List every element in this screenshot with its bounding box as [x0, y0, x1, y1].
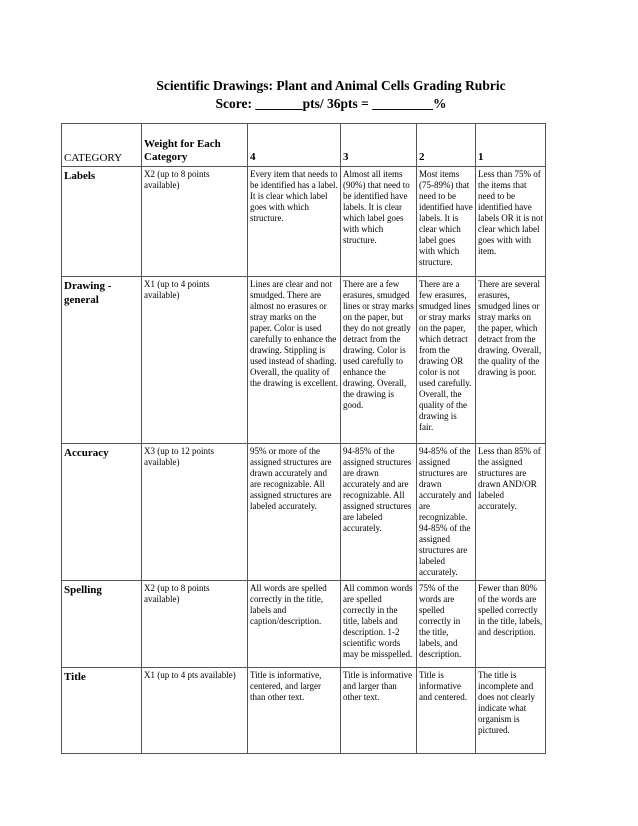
row-category: Title: [62, 668, 142, 754]
row-weight: X3 (up to 12 points available): [142, 444, 248, 581]
row-score-1: Less than 85% of the assigned structures are drawn AND/OR labeled accurately.: [476, 444, 546, 581]
header-score-2: 2: [417, 124, 476, 167]
row-score-4: Lines are clear and not smudged. There are almost no erasures or stray marks on the paper. Color is used carefully to enhance the drawing. Stippling is used instead of shading. Overall, the quality of the drawing is excellent.: [248, 277, 341, 444]
row-score-1: Fewer than 80% of the words are spelled correctly in the title, labels, and description.: [476, 581, 546, 668]
header-weight: Weight for Each Category: [142, 124, 248, 167]
row-score-1: Less than 75% of the items that need to be identified have labels OR it is not clear which label goes with with item.: [476, 167, 546, 277]
row-score-3: There are a few erasures, smudged lines or stray marks on the paper, but they do not greatly detract from the drawing. Color is used carefully to enhance the drawing. Overall, the drawing is good.: [341, 277, 417, 444]
header-category: CATEGORY: [62, 124, 142, 167]
row-score-3: Title is informative and larger than other text.: [341, 668, 417, 754]
row-score-4: 95% or more of the assigned structures are drawn accurately and are recognizable. All assigned structures are labeled accurately.: [248, 444, 341, 581]
row-category: Accuracy: [62, 444, 142, 581]
row-category: Labels: [62, 167, 142, 277]
table-row: [62, 167, 546, 277]
row-score-2: There are a few erasures, smudged lines or stray marks on the paper, which detract from the drawing OR color is not used carefully. Overall, the quality of the drawing is fair.: [417, 277, 476, 444]
table-row: [62, 444, 546, 581]
document-title: Scientific Drawings: Plant and Animal Cells Grading Rubric: [156, 78, 506, 93]
table-row: [62, 277, 546, 444]
row-weight: X1 (up to 4 points available): [142, 277, 248, 444]
row-score-1: There are several erasures, smudged lines or stray marks on the paper, which detract from the drawing. Overall, the quality of the drawing is poor.: [476, 277, 546, 444]
row-score-4: Title is informative, centered, and larger than other text.: [248, 668, 341, 754]
row-weight: X2 (up to 8 points available): [142, 167, 248, 277]
row-score-2: Most items (75-89%) that need to be identified have labels. It is clear which label goes with which structure.: [417, 167, 476, 277]
row-score-2: 94-85% of the assigned structures are drawn accurately and are recognizable. 94-85% of the assigned structures are labeled accurately.: [417, 444, 476, 581]
row-score-1: The title is incomplete and does not clearly indicate what organism is pictured.: [476, 668, 546, 754]
score-line: Score: _______pts/ 36pts = _________%: [215, 96, 447, 111]
row-category: Drawing - general: [62, 277, 142, 444]
rubric-table: [61, 123, 546, 754]
table-row: [62, 581, 546, 668]
header-score-3: 3: [341, 124, 417, 167]
header-score-1: 1: [476, 124, 546, 167]
row-weight: X2 (up to 8 points available): [142, 581, 248, 668]
row-weight: X1 (up to 4 pts available): [142, 668, 248, 754]
table-row: [62, 668, 546, 754]
row-score-3: Almost all items (90%) that need to be identified have labels. It is clear which label goes with which structure.: [341, 167, 417, 277]
header-score-4: 4: [248, 124, 341, 167]
row-score-4: All words are spelled correctly in the title, labels and caption/description.: [248, 581, 341, 668]
row-score-3: 94-85% of the assigned structures are drawn accurately and are recognizable. All assigned structures are labeled accurately.: [341, 444, 417, 581]
row-score-3: All common words are spelled correctly in the title, labels and description. 1-2 scientific words may be misspelled.: [341, 581, 417, 668]
row-score-4: Every item that needs to be identified has a label. It is clear which label goes with which structure.: [248, 167, 341, 277]
row-score-2: Title is informative and centered.: [417, 668, 476, 754]
table-header-row: [62, 124, 546, 167]
row-score-2: 75% of the words are spelled correctly in the title, labels, and description.: [417, 581, 476, 668]
row-category: Spelling: [62, 581, 142, 668]
